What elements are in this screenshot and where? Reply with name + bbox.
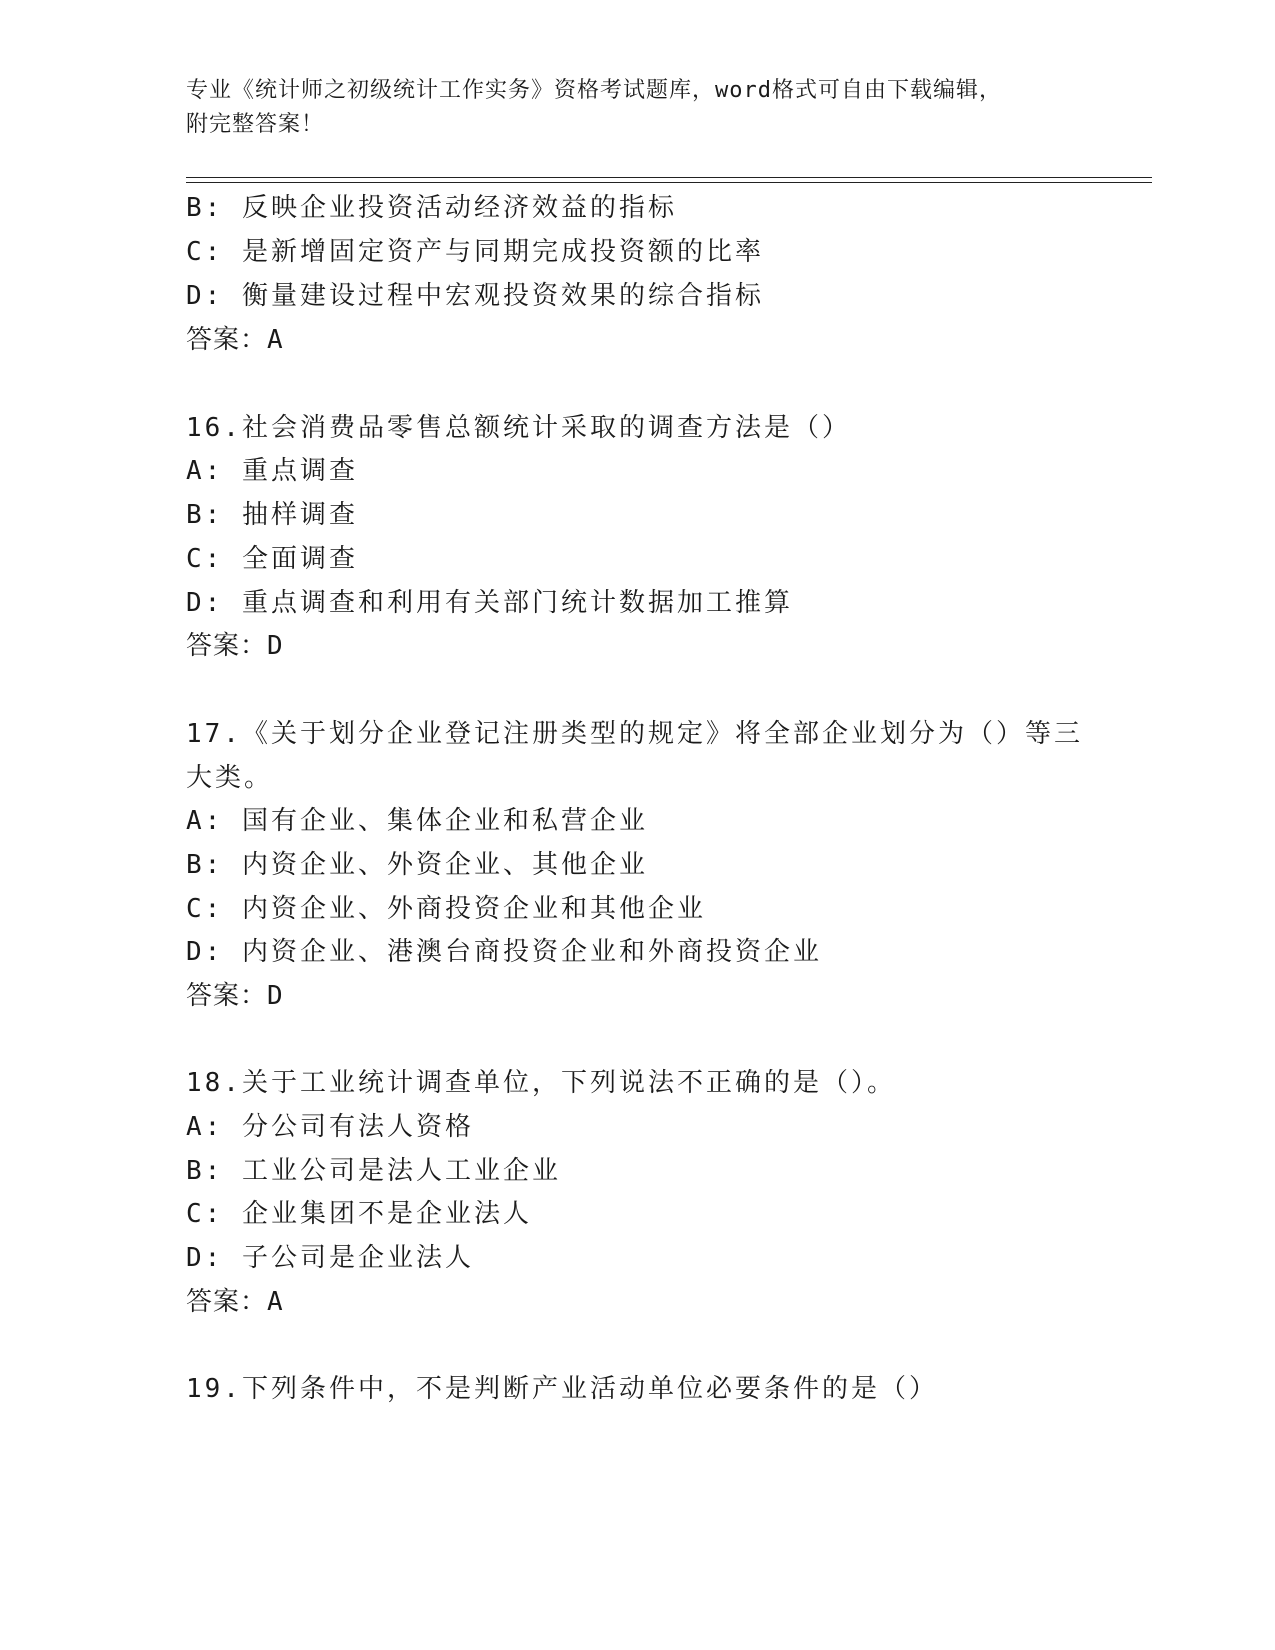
- header-divider-bottom: [186, 182, 1152, 183]
- q16-option-b: B: 抽样调查: [186, 500, 358, 530]
- q15-option-c: C: 是新增固定资产与同期完成投资额的比率: [186, 237, 764, 267]
- q16-option-d: D: 重点调查和利用有关部门统计数据加工推算: [186, 588, 793, 618]
- header-line-1: 专业《统计师之初级统计工作实务》资格考试题库，word格式可自由下载编辑，: [186, 78, 1002, 103]
- header-line-2: 附完整答案！: [186, 112, 325, 137]
- q16-stem: 16.社会消费品零售总额统计采取的调查方法是（）: [186, 413, 851, 443]
- q18-option-c: C: 企业集团不是企业法人: [186, 1199, 532, 1229]
- q15-option-d: D: 衡量建设过程中宏观投资效果的综合指标: [186, 281, 764, 311]
- q16-option-a: A: 重点调查: [186, 456, 358, 486]
- q18-option-b: B: 工业公司是法人工业企业: [186, 1156, 561, 1186]
- q18-stem: 18.关于工业统计调查单位，下列说法不正确的是（）。: [186, 1068, 896, 1098]
- q17-answer: 答案：D: [186, 981, 284, 1011]
- q16-answer: 答案：D: [186, 631, 284, 661]
- q19-stem: 19.下列条件中，不是判断产业活动单位必要条件的是（）: [186, 1374, 938, 1404]
- q17-option-b: B: 内资企业、外资企业、其他企业: [186, 850, 648, 880]
- q16-option-c: C: 全面调查: [186, 544, 358, 574]
- q17-stem-line-1: 17.《关于划分企业登记注册类型的规定》将全部企业划分为（）等三: [186, 719, 1083, 749]
- q15-answer: 答案：A: [186, 325, 284, 355]
- q18-option-d: D: 子公司是企业法人: [186, 1243, 474, 1273]
- q17-option-d: D: 内资企业、港澳台商投资企业和外商投资企业: [186, 937, 822, 967]
- q15-option-b: B: 反映企业投资活动经济效益的指标: [186, 193, 677, 223]
- q17-option-a: A: 国有企业、集体企业和私营企业: [186, 806, 648, 836]
- q17-option-c: C: 内资企业、外商投资企业和其他企业: [186, 894, 706, 924]
- q18-option-a: A: 分公司有法人资格: [186, 1112, 474, 1142]
- document-header: [186, 74, 1086, 142]
- q18-answer: 答案：A: [186, 1287, 284, 1317]
- q17-stem-line-2: 大类。: [186, 763, 274, 793]
- header-divider-top: [186, 177, 1152, 178]
